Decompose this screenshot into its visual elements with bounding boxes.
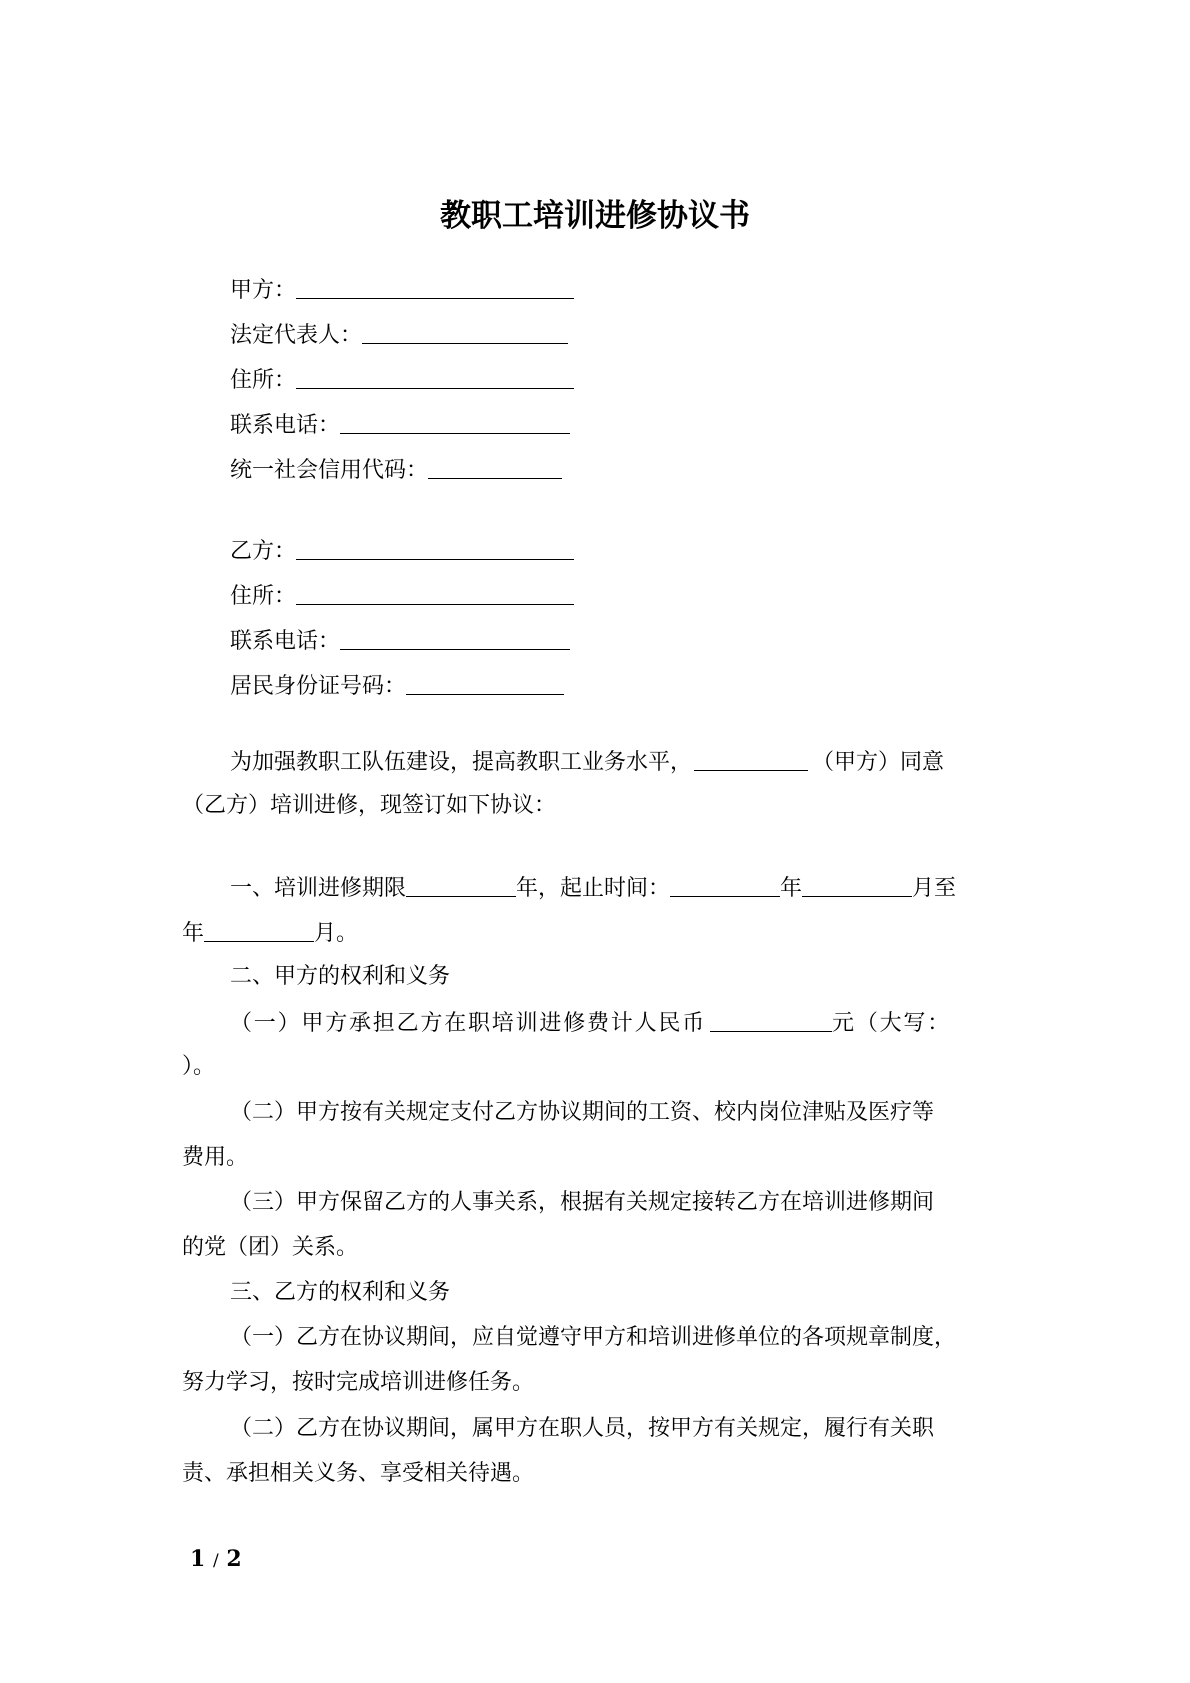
s2-item-2-line-2: 费用。 <box>182 1145 249 1170</box>
s2-i1-text-b: 元（大写： <box>832 1011 952 1036</box>
party-a-name-blank[interactable] <box>296 276 574 299</box>
party-b-name-blank[interactable] <box>296 537 574 560</box>
s2-item-1-line-2: ）。 <box>182 1054 216 1079</box>
party-a-credit-code-blank[interactable] <box>428 456 562 479</box>
party-b-address-field <box>230 580 574 612</box>
s2-fee-amount-blank[interactable] <box>710 1009 832 1032</box>
page-number-current: 1 <box>190 1546 206 1572</box>
s1-start-month-blank[interactable] <box>802 874 912 897</box>
s2-i1-text-a: （一）甲方承担乙方在职培训进修费计人民币 <box>230 1011 707 1036</box>
s1-text-a: 一、培训进修期限 <box>230 876 407 901</box>
party-a-name-label: 甲方： <box>230 278 297 303</box>
party-a-credit-code-field <box>230 454 562 486</box>
intro-text-b: （甲方）同意 <box>812 750 945 775</box>
party-b-name-label: 乙方： <box>230 539 297 564</box>
party-a-phone-blank[interactable] <box>340 411 570 434</box>
s1-text-e: 年 <box>182 921 205 946</box>
party-b-address-blank[interactable] <box>296 582 574 605</box>
party-a-address-field <box>230 364 574 396</box>
page-number-separator: / <box>212 1551 219 1571</box>
s2-item-3-line-2: 的党（团）关系。 <box>182 1235 359 1260</box>
s3-item-2-line-2: 责、承担相关义务、享受相关待遇。 <box>182 1461 535 1486</box>
party-a-phone-label: 联系电话： <box>230 413 341 438</box>
s3-item-1-line-1: （一）乙方在协议期间，应自觉遵守甲方和培训进修单位的各项规章制度， <box>230 1325 957 1350</box>
party-b-id-blank[interactable] <box>406 672 564 695</box>
intro-line-2: （乙方）培训进修，现签订如下协议： <box>182 793 557 818</box>
s1-end-year-blank[interactable] <box>204 919 314 942</box>
page-number <box>190 1546 242 1572</box>
s1-text-c: 年 <box>780 876 803 901</box>
section-1-line-2 <box>182 917 358 949</box>
party-a-credit-code-label: 统一社会信用代码： <box>230 458 429 483</box>
party-b-phone-field <box>230 625 570 657</box>
section-2-heading: 二、甲方的权利和义务 <box>230 964 451 989</box>
s1-text-d: 月至 <box>912 876 957 901</box>
s3-item-1-line-2: 努力学习，按时完成培训进修任务。 <box>182 1370 535 1395</box>
s1-text-f: 月。 <box>314 921 359 946</box>
party-b-name-field <box>230 535 574 567</box>
s1-start-year-blank[interactable] <box>670 874 780 897</box>
page-number-total: 2 <box>226 1546 242 1572</box>
party-b-address-label: 住所： <box>230 584 297 609</box>
party-b-phone-label: 联系电话： <box>230 629 341 654</box>
intro-text-a: 为加强教职工队伍建设，提高教职工业务水平， <box>230 750 693 775</box>
party-a-rep-field <box>230 319 568 351</box>
party-a-address-blank[interactable] <box>296 366 574 389</box>
section-3-heading: 三、乙方的权利和义务 <box>230 1280 451 1305</box>
party-a-address-label: 住所： <box>230 368 297 393</box>
s3-item-2-line-1: （二）乙方在协议期间，属甲方在职人员，按甲方有关规定，履行有关职 <box>230 1416 935 1441</box>
intro-line-1 <box>230 746 944 778</box>
s2-item-1-line-1 <box>230 1007 951 1039</box>
s1-duration-blank[interactable] <box>406 874 516 897</box>
s1-text-b: 年，起止时间： <box>516 876 671 901</box>
intro-party-a-blank[interactable] <box>694 748 808 771</box>
s2-item-3-line-1: （三）甲方保留乙方的人事关系，根据有关规定接转乙方在培训进修期间 <box>230 1190 935 1215</box>
party-b-id-field <box>230 670 564 702</box>
party-a-rep-label: 法定代表人： <box>230 323 363 348</box>
party-a-rep-blank[interactable] <box>362 321 568 344</box>
party-b-id-label: 居民身份证号码： <box>230 674 407 699</box>
party-a-name-field <box>230 274 574 306</box>
party-b-phone-blank[interactable] <box>340 627 570 650</box>
party-a-phone-field <box>230 409 570 441</box>
section-1-line-1 <box>230 872 956 904</box>
document-title: 教职工培训进修协议书 <box>440 198 750 234</box>
s2-item-2-line-1: （二）甲方按有关规定支付乙方协议期间的工资、校内岗位津贴及医疗等 <box>230 1100 935 1125</box>
